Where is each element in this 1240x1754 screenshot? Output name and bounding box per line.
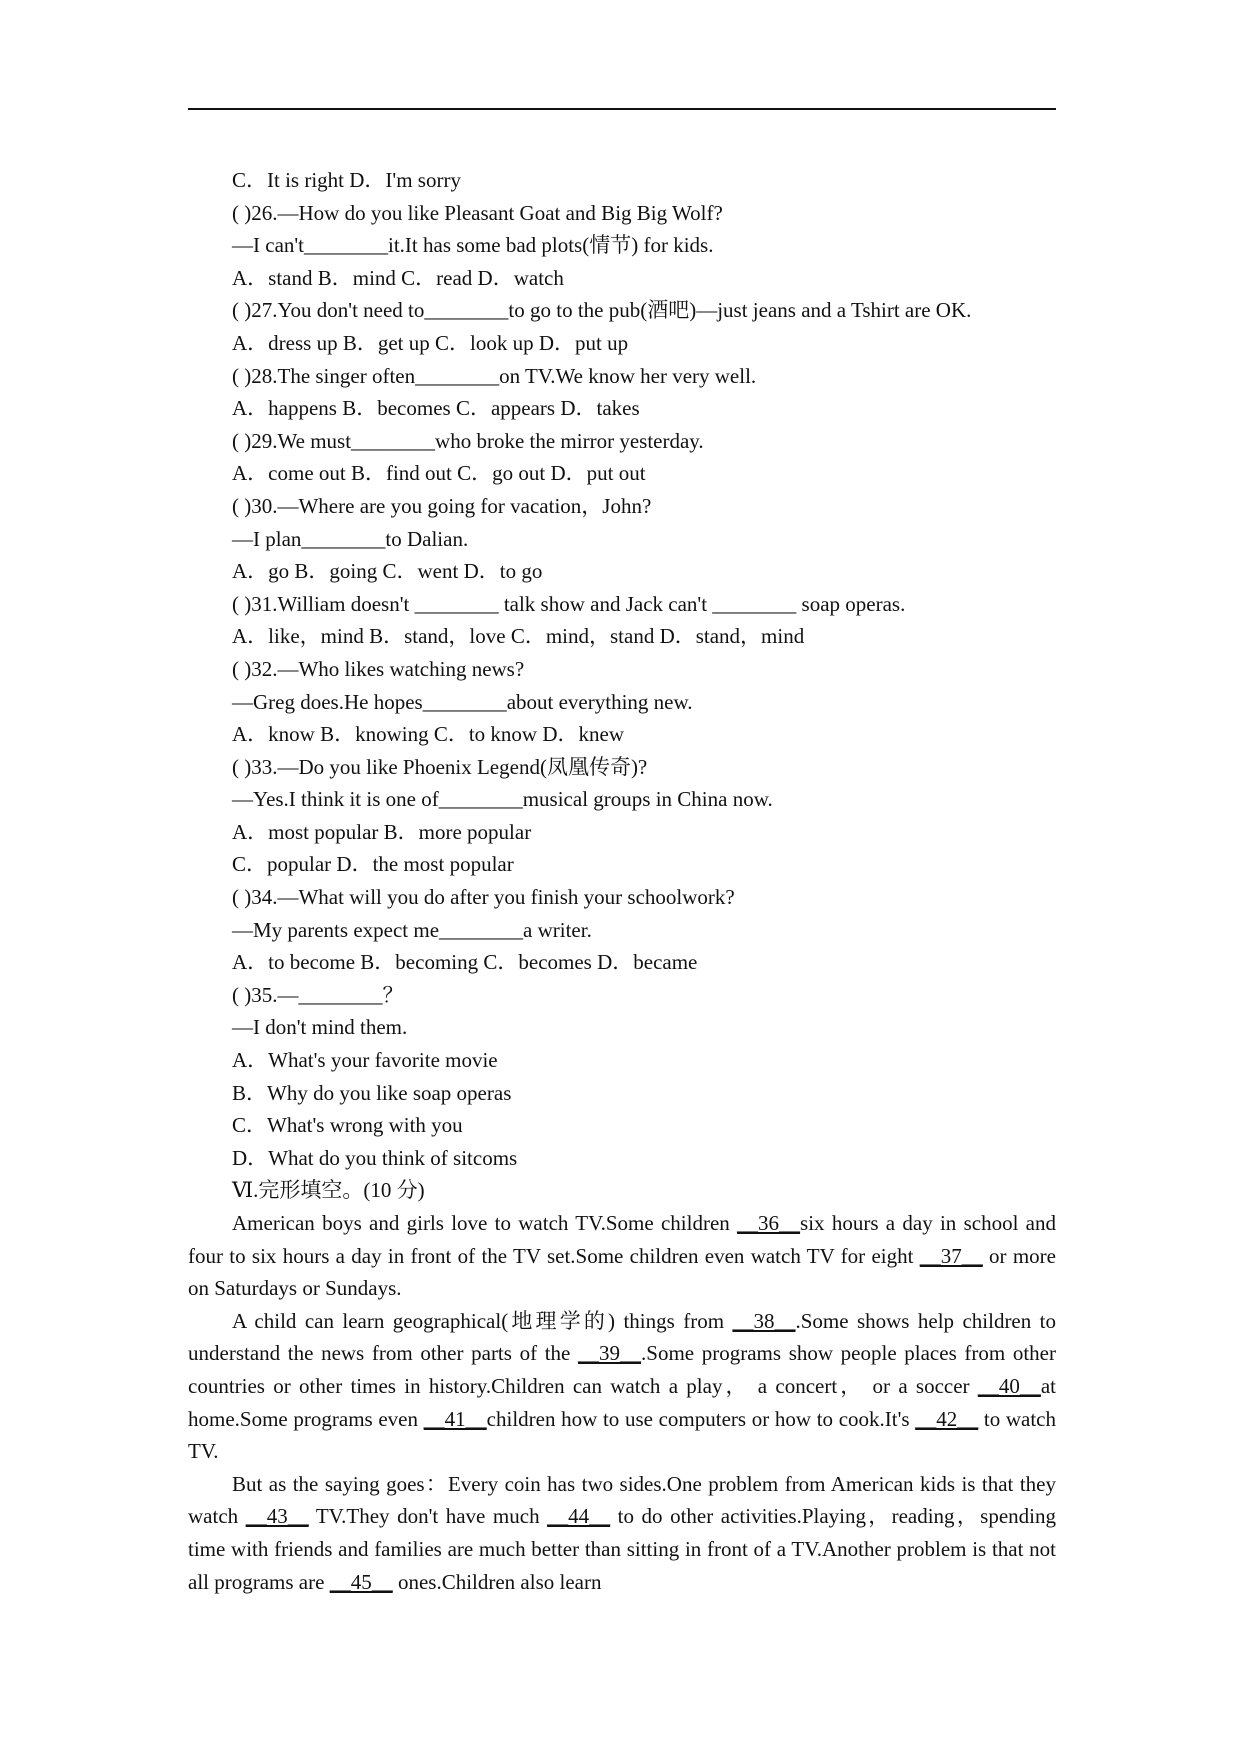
cloze-paragraph-1 <box>188 1207 1056 1305</box>
question-35-reply: —I don't mind them. <box>232 1015 408 1040</box>
section-heading-cloze: Ⅵ.完形填空。(10 分) <box>232 1178 425 1203</box>
question-31-options: A．like，mind B．stand，love C．mind，stand D．stand，mind <box>232 624 805 649</box>
question-35-option-d: D．What do you think of sitcoms <box>232 1145 518 1170</box>
question-26: ( )26.—How do you like Pleasant Goat and Big Big Wolf? <box>232 200 723 225</box>
passage-text: But as the saying goes：Every coin has two sides.One problem from American kids is that they watch <box>188 1471 1056 1529</box>
passage-text: to watch TV. <box>188 1406 1056 1464</box>
question-35: ( )35.—________？ <box>232 982 404 1007</box>
question-30-options: A．go B．going C．went D．to go <box>232 559 543 584</box>
passage-text: at home.Some programs even <box>188 1373 1056 1431</box>
passage-text: ones.Children also learn <box>392 1569 602 1594</box>
passage-text: or more on Saturdays or Sundays. <box>188 1243 1056 1301</box>
question-33-options-cd: C．popular D．the most popular <box>232 852 514 877</box>
option-line-25cd: C．It is right D．I'm sorry <box>232 168 461 192</box>
cloze-blank-41: __41__ <box>423 1406 487 1431</box>
question-29: ( )29.We must________who broke the mirror yesterday. <box>232 428 704 453</box>
cloze-blank-45: __45__ <box>329 1569 393 1594</box>
question-29-options: A．come out B．find out C．go out D．put out <box>232 461 646 486</box>
question-26-options: A．stand B．mind C．read D．watch <box>232 265 564 290</box>
cloze-blank-44: __44__ <box>547 1504 611 1529</box>
question-30-reply: —I plan________to Dalian. <box>232 526 469 551</box>
question-35-option-c: C．What's wrong with you <box>232 1113 463 1138</box>
passage-text: TV.They don't have much <box>308 1504 548 1529</box>
question-35-option-b: B．Why do you like soap operas <box>232 1080 512 1105</box>
question-34-options: A．to become B．becoming C．becomes D．became <box>232 950 698 975</box>
passage-text: to do other activities.Playing，reading，spending time with friends and families are much better than sitting in front of a TV.Another problem is that not all programs are <box>188 1504 1056 1594</box>
passage-text: children how to use computers or how to cook.It's <box>486 1406 916 1431</box>
question-30: ( )30.—Where are you going for vacation，John? <box>232 493 652 518</box>
question-27: ( )27.You don't need to________to go to the pub(酒吧)—just jeans and a Tshirt are OK. <box>232 298 972 323</box>
question-32-reply: —Greg does.He hopes________about everything new. <box>232 689 693 714</box>
passage-text: six hours a day in school and four to six hours a day in front of the TV set.Some children even watch TV for eight <box>188 1211 1057 1268</box>
passage-text: A child can learn geographical(地理学的) things from <box>232 1308 733 1333</box>
cloze-blank-36: __36__ <box>737 1211 801 1235</box>
cloze-blank-42: __42__ <box>915 1406 979 1431</box>
cloze-blank-40: __40__ <box>977 1373 1041 1398</box>
passage-text: .Some shows help children to understand the news from other parts of the <box>188 1308 1057 1366</box>
question-32-options: A．know B．knowing C．to know D．knew <box>232 722 624 747</box>
question-26-reply: —I can't________it.It has some bad plots(情节) for kids. <box>232 233 714 258</box>
question-28: ( )28.The singer often________on TV.We know her very well. <box>232 363 757 388</box>
cloze-paragraph-2 <box>188 1305 1056 1468</box>
cloze-blank-37: __37__ <box>919 1243 983 1268</box>
passage-text: .Some programs show people places from other countries or other times in history.Children can watch a play， a concert， or a soccer <box>188 1341 1056 1398</box>
question-33-reply: —Yes.I think it is one of________musical groups in China now. <box>232 787 773 812</box>
cloze-blank-43: __43__ <box>245 1504 309 1529</box>
question-27-options: A．dress up B．get up C．look up D．put up <box>232 330 629 355</box>
question-33: ( )33.—Do you like Phoenix Legend(凤凰传奇)? <box>232 754 648 779</box>
document-content <box>188 164 1056 1598</box>
cloze-blank-38: __38__ <box>732 1308 796 1333</box>
question-34-reply: —My parents expect me________a writer. <box>232 917 592 942</box>
question-33-options-ab: A．most popular B．more popular <box>232 819 532 844</box>
question-28-options: A．happens B．becomes C．appears D．takes <box>232 396 640 421</box>
cloze-blank-39: __39__ <box>578 1341 642 1366</box>
header-rule <box>188 108 1056 110</box>
passage-text: American boys and girls love to watch TV.Some children <box>232 1211 738 1235</box>
question-35-option-a: A．What's your favorite movie <box>232 1048 498 1073</box>
cloze-paragraph-3 <box>188 1468 1056 1598</box>
question-34: ( )34.—What will you do after you finish your schoolwork? <box>232 885 735 910</box>
question-32: ( )32.—Who likes watching news? <box>232 656 525 681</box>
question-31: ( )31.William doesn't ________ talk show and Jack can't ________ soap operas. <box>232 591 906 616</box>
